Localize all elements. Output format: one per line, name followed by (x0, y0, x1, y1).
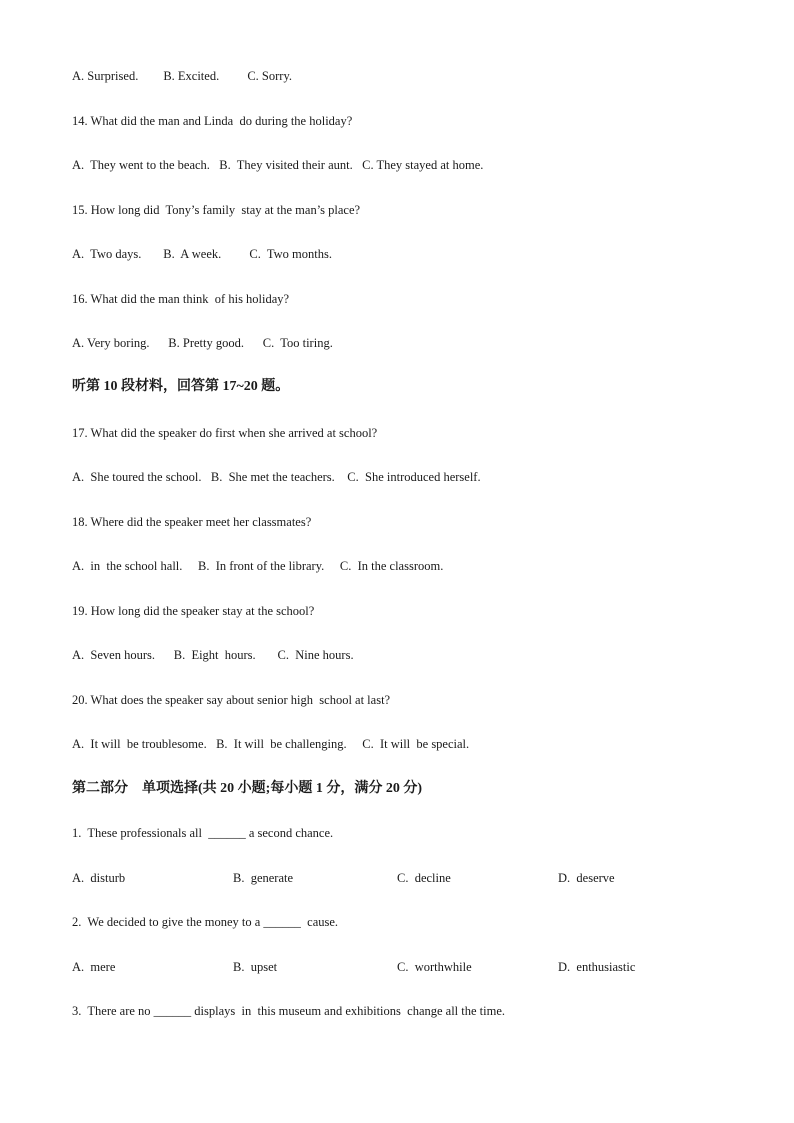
q16-question: 16. What did the man think of his holiday? (72, 292, 290, 306)
option-d: D. enthusiastic (558, 960, 636, 974)
option-a: A. mere (72, 960, 116, 974)
q17-options: A. She toured the school. B. She met the teachers. C. She introduced herself. (72, 470, 481, 484)
grammar-q2-question: 2. We decided to give the money to a ______ cause. (72, 915, 339, 929)
q14-question: 14. What did the man and Linda do during the holiday? (72, 114, 353, 128)
option-b: B. generate (233, 871, 294, 885)
q17-question: 17. What did the speaker do first when she arrived at school? (72, 426, 378, 440)
section-heading-part-two: 第二部分 单项选择(共 20 小题;每小题 1 分，满分 20 分) (72, 781, 422, 796)
option-d: D. deserve (558, 871, 615, 885)
grammar-q1-question: 1. These professionals all ______ a second chance. (72, 826, 334, 840)
q19-options: A. Seven hours. B. Eight hours. C. Nine hours. (72, 648, 354, 662)
q15-options: A. Two days. B. A week. C. Two months. (72, 247, 332, 261)
q14-options: A. They went to the beach. B. They visited their aunt. C. They stayed at home. (72, 158, 484, 172)
option-c: C. decline (397, 871, 451, 885)
q19-question: 19. How long did the speaker stay at the school? (72, 604, 315, 618)
grammar-q3-question: 3. There are no ______ displays in this museum and exhibitions change all the time. (72, 1004, 506, 1018)
q13-options: A. Surprised. B. Excited. C. Sorry. (72, 69, 293, 83)
q20-options: A. It will be troublesome. B. It will be challenging. C. It will be special. (72, 737, 470, 751)
q18-question: 18. Where did the speaker meet her classmates? (72, 515, 312, 529)
option-b: B. upset (233, 960, 278, 974)
option-a: A. disturb (72, 871, 126, 885)
grammar-q1-options (0, 870, 794, 886)
q20-question: 20. What does the speaker say about senior high school at last? (72, 693, 391, 707)
q18-options: A. in the school hall. B. In front of the library. C. In the classroom. (72, 559, 444, 573)
option-c: C. worthwhile (397, 960, 472, 974)
q15-question: 15. How long did Tony’s family stay at the man’s place? (72, 203, 361, 217)
section-heading-passage-10: 听第 10 段材料，回答第 17~20 题。 (72, 379, 290, 394)
q16-options: A. Very boring. B. Pretty good. C. Too tiring. (72, 336, 333, 350)
grammar-q2-options (0, 959, 794, 975)
